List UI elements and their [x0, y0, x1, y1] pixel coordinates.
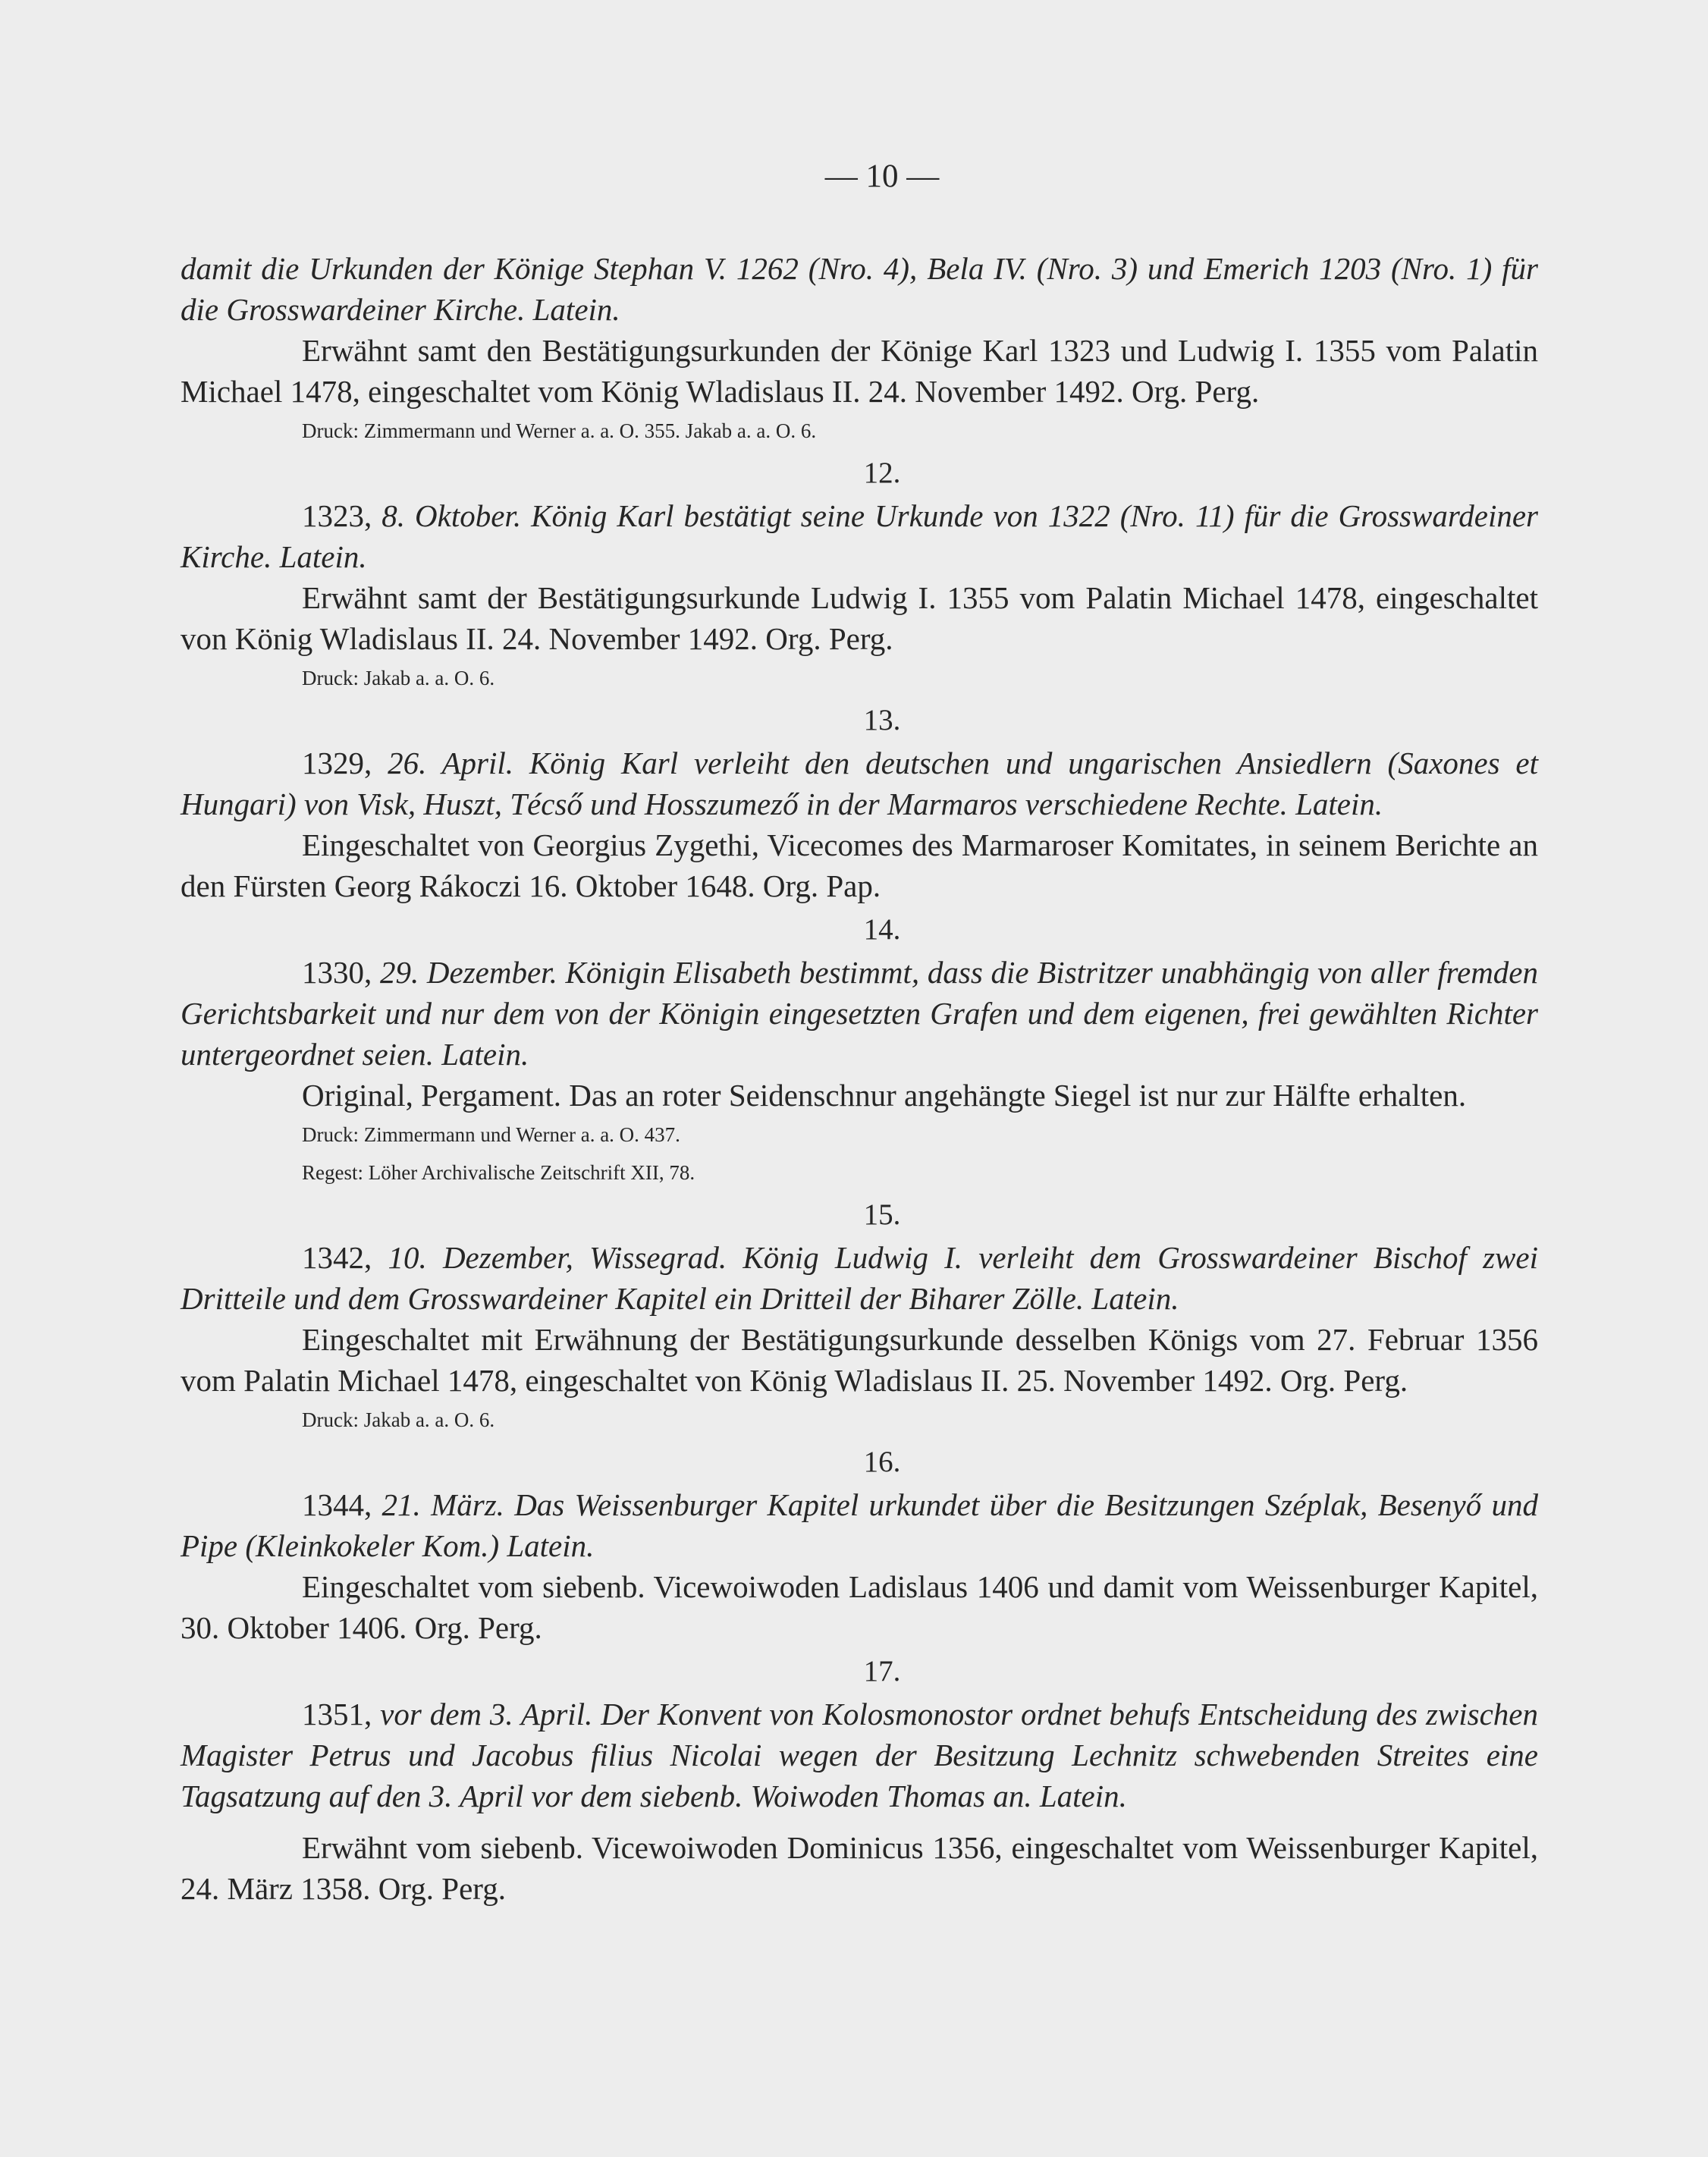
entry-number: 15.: [863, 1198, 901, 1231]
entry-note: Druck: Jakab a. a. O. 6.: [302, 667, 495, 689]
intro-heading: damit die Urkunden der Könige Stephan V. 1262 (Nro. 4), Bela IV. (Nro. 3) und Emerich 1203 (Nro. 1) für die Grosswardeiner Kirche. Latein.: [181, 251, 1538, 327]
entry-note: Druck: Jakab a. a. O. 6.: [302, 1408, 495, 1431]
entry-heading: [181, 743, 1538, 824]
entry-body: Eingeschaltet von Georgius Zygethi, Vicecomes des Marmaroser Komitates, in seinem Berichte an den Fürsten Georg Rákoczi 16. Oktober 1648. Org. Pap.: [181, 827, 1538, 903]
entry-13: [181, 699, 1538, 906]
entry-regest: 8. Oktober. König Karl bestätigt seine Urkunde von 1322 (Nro. 11) für die Grosswardeiner Kirche. Latein.: [181, 498, 1539, 574]
entry-regest: 10. Dezember, Wissegrad. König Ludwig I. verleiht dem Grosswardeiner Bischof zwei Dritteile und dem Grosswardeiner Kapitel ein Dritteil der Biharer Zölle. Latein.: [181, 1240, 1538, 1316]
entry-year: 1330,: [302, 955, 372, 990]
entry-regest: vor dem 3. April. Der Konvent von Kolosmonostor ordnet behufs Entscheidung des zwischen Magister Petrus und Jacobus filius Nicolai wegen der Besitzung Lechnitz schwebenden Streites eine Tagsatzung auf den 3. April vor dem siebenb. Woiwoden Thomas an. Latein.: [181, 1697, 1539, 1813]
entry-heading: [181, 1694, 1538, 1816]
entry-year: 1329,: [302, 746, 372, 780]
entry-regest: 21. März. Das Weissenburger Kapitel urkundet über die Besitzungen Széplak, Besenyő und Pipe (Kleinkokeler Kom.) Latein.: [181, 1487, 1538, 1563]
entry-body: Erwähnt samt der Bestätigungsurkunde Ludwig I. 1355 vom Palatin Michael 1478, eingeschaltet von König Wladislaus II. 24. November 1492. Org. Perg.: [181, 580, 1538, 656]
entry-number: 16.: [863, 1446, 901, 1478]
entry-12: [181, 451, 1538, 697]
entry-body: Eingeschaltet vom siebenb. Vicewoiwoden Ladislaus 1406 und damit vom Weissenburger Kapitel, 30. Oktober 1406. Org. Perg.: [181, 1569, 1538, 1645]
entry-note: Regest: Löher Archivalische Zeitschrift XII, 78.: [302, 1161, 695, 1184]
entry-heading: [181, 495, 1538, 577]
entry-year: 1323,: [302, 498, 372, 533]
entry-number: 17.: [863, 1655, 901, 1688]
entry-body: Eingeschaltet mit Erwähnung der Bestätigungsurkunde desselben Königs vom 27. Februar 1356 vom Palatin Michael 1478, eingeschaltet von König Wladislaus II. 25. November 1492. Org. Perg.: [181, 1322, 1538, 1398]
entry-16: [181, 1440, 1538, 1648]
entry-14: [181, 908, 1538, 1192]
entry-year: 1351,: [302, 1697, 372, 1732]
entry-heading: [181, 1484, 1538, 1566]
entry-heading: [181, 1237, 1538, 1319]
spacer: [181, 1816, 1538, 1827]
page-number: — 10 —: [824, 159, 940, 194]
entry-year: 1344,: [302, 1487, 372, 1522]
page-content: [181, 155, 1538, 1909]
entry-body: Original, Pergament. Das an roter Seidenschnur angehängte Siegel ist nur zur Hälfte erhalten.: [302, 1078, 1467, 1113]
intro-note: Druck: Zimmermann und Werner a. a. O. 355. Jakab a. a. O. 6.: [302, 419, 817, 442]
entry-regest: 26. April. König Karl verleiht den deutschen und ungarischen Ansiedlern (Saxones et Hungari) von Visk, Huszt, Técső und Hosszumező in der Marmaros verschiedene Rechte. Latein.: [181, 746, 1538, 821]
entry-number: 12.: [863, 457, 901, 489]
entry-17: [181, 1650, 1538, 1909]
entry-note: Druck: Zimmermann und Werner a. a. O. 437.: [302, 1123, 680, 1146]
entry-heading: [181, 952, 1538, 1075]
intro-body: Erwähnt samt den Bestätigungsurkunden der Könige Karl 1323 und Ludwig I. 1355 vom Palatin Michael 1478, eingeschaltet vom König Wladislaus II. 24. November 1492. Org. Perg.: [181, 333, 1538, 409]
entry-number: 13.: [863, 704, 901, 736]
intro-continuation: [181, 248, 1538, 450]
entry-15: [181, 1193, 1538, 1439]
entry-regest: 29. Dezember. Königin Elisabeth bestimmt, dass die Bistritzer unabhängig von aller fremden Gerichtsbarkeit und nur dem von der Königin eingesetzten Grafen und dem eigenen, frei gewählten Richter untergeordnet seien. Latein.: [181, 955, 1538, 1072]
entry-body: Erwähnt vom siebenb. Vicewoiwoden Dominicus 1356, eingeschaltet vom Weissenburger Kapitel, 24. März 1358. Org. Perg.: [181, 1830, 1538, 1906]
entry-number: 14.: [863, 913, 901, 946]
entry-year: 1342,: [302, 1240, 372, 1275]
